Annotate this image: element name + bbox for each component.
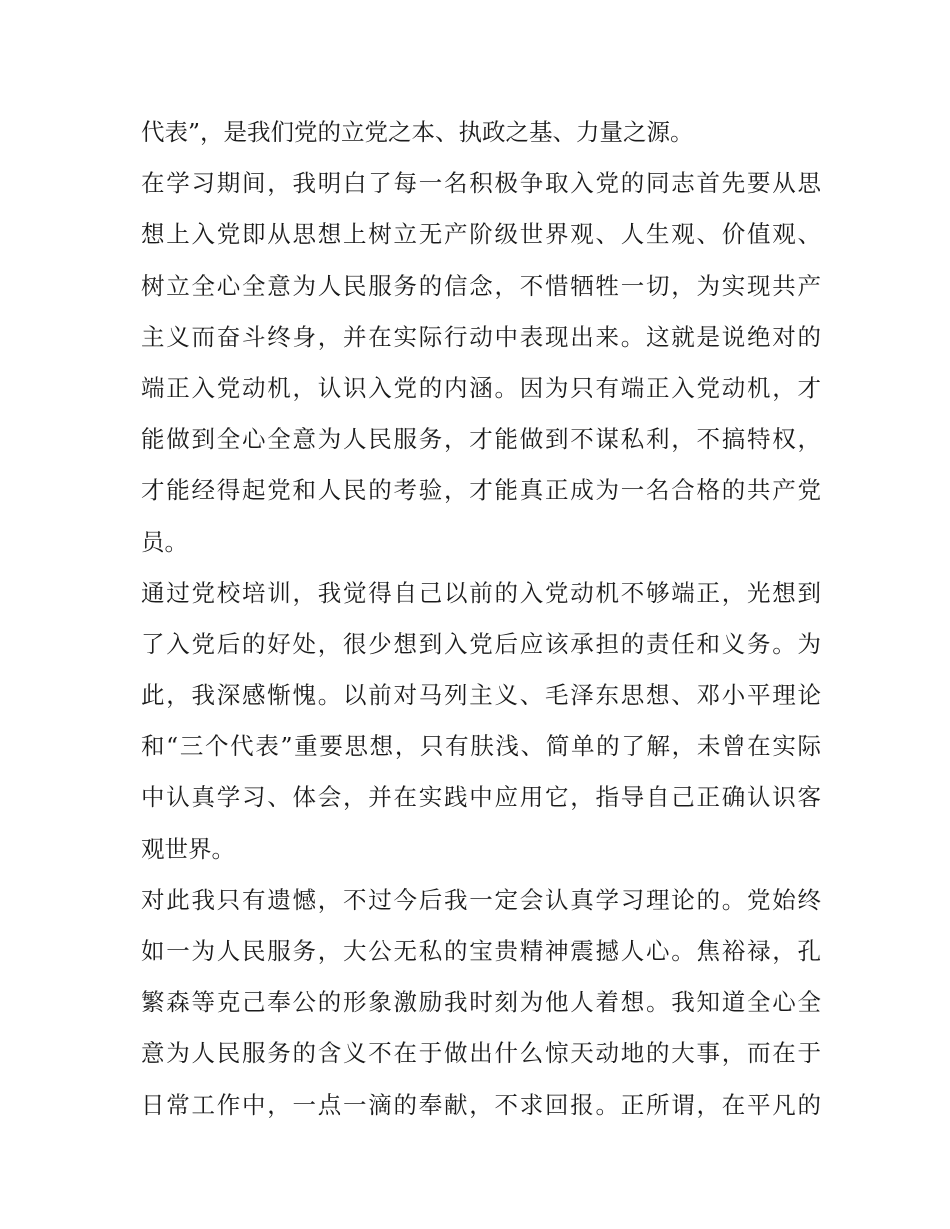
text-line: 了入党后的好处，很少想到入党后应该承担的责任和义务。为 [141,629,821,658]
text-line: 通过党校培训，我觉得自己以前的入党动机不够端正，光想到 [141,578,821,607]
text-line: 主义而奋斗终身，并在实际行动中表现出来。这就是说绝对的 [141,322,821,351]
text-line: 端正入党动机，认识入党的内涵。因为只有端正入党动机，才 [141,373,821,402]
text-line: 想上入党即从思想上树立无产阶级世界观、人生观、价值观、 [141,220,821,249]
text-line: 观世界。 [141,834,235,863]
text-line: 树立全心全意为人民服务的信念，不惜牺牲一切，为实现共产 [141,271,821,300]
text-line: 在学习期间，我明白了每一名积极争取入党的同志首先要从思 [141,169,821,198]
text-line: 此，我深感惭愧。以前对马列主义、毛泽东思想、邓小平理论 [141,681,821,710]
text-line: 和“三个代表”重要思想，只有肤浅、简单的了解，未曾在实际 [141,732,821,761]
text-line: 日常工作中，一点一滴的奉献，不求回报。正所谓，在平凡的 [141,1090,821,1119]
text-line: 如一为人民服务，大公无私的宝贵精神震撼人心。焦裕禄，孔 [141,937,821,965]
text-line: 繁森等克己奉公的形象激励我时刻为他人着想。我知道全心全 [141,988,821,1017]
document-body [141,107,821,1131]
text-line: 能做到全心全意为人民服务，才能做到不谋私利，不搞特权， [141,425,821,454]
text-line: 中认真学习、体会，并在实践中应用它，指导自己正确认识客 [141,783,821,812]
text-line: 意为人民服务的含义不在于做出什么惊天动地的大事，而在于 [141,1039,821,1068]
text-line: 员。 [141,527,188,556]
text-line: 对此我只有遗憾，不过今后我一定会认真学习理论的。党始终 [141,885,821,914]
text-line: 才能经得起党和人民的考验，才能真正成为一名合格的共产党 [141,476,821,505]
text-line: 代表”，是我们党的立党之本、执政之基、力量之源。 [141,118,694,146]
